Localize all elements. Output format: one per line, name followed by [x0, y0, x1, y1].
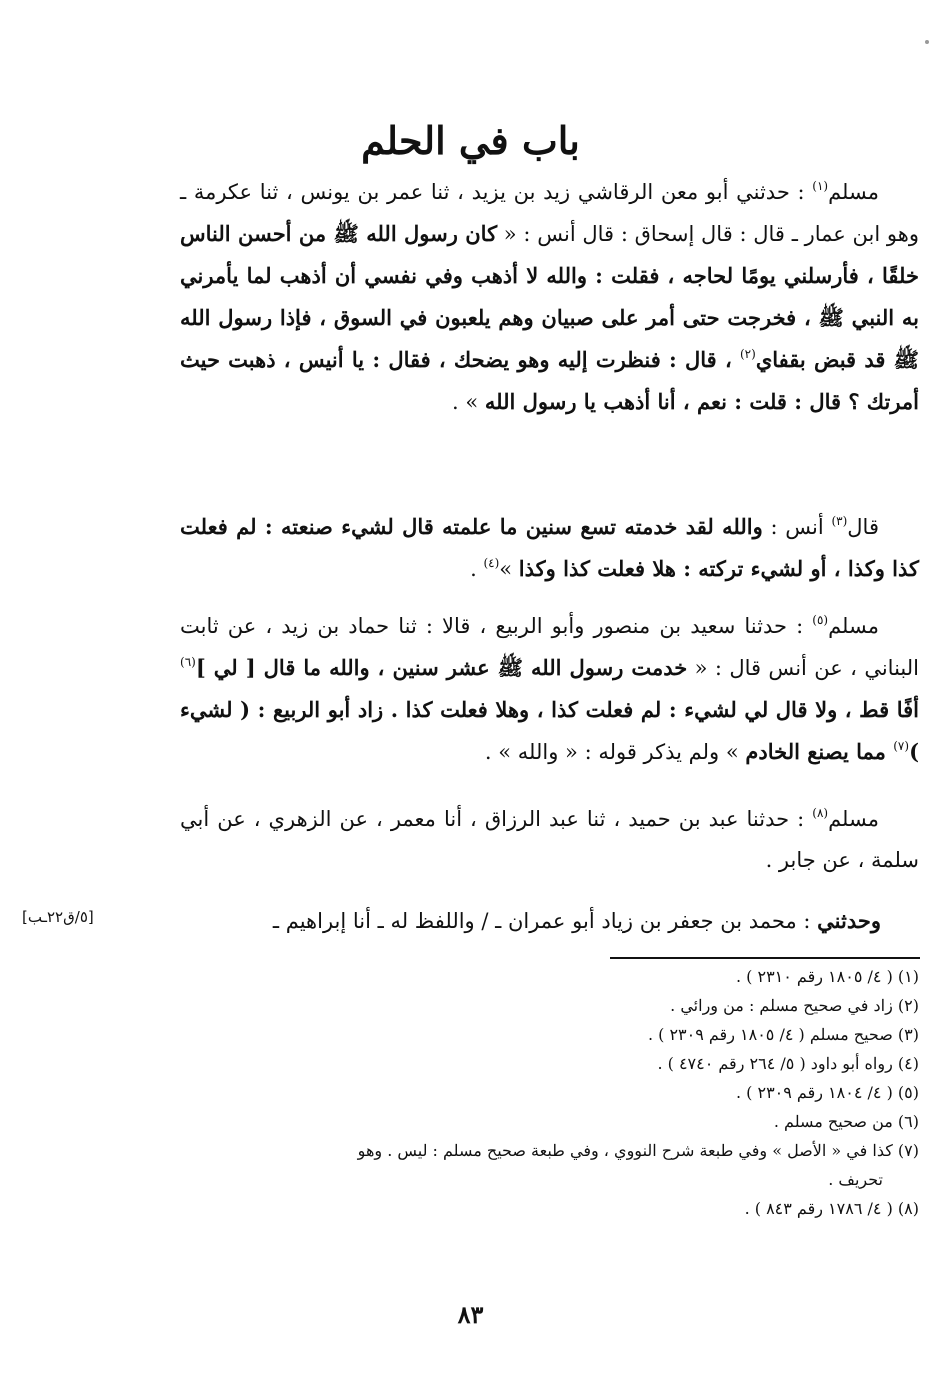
footnote-ref[interactable]: (٤): [483, 556, 500, 570]
matn-text: ، قال : فنظرت إليه وهو يضحك ، فقال : يا أنيس ، ذهبت حيث أمرتك ؟ قال : قلت : نعم ، أنا أذهب يا رسول الله: [180, 347, 919, 414]
narrator-label: وحدثني: [817, 908, 881, 933]
manuscript-folio-note: [٥/ق٢٢ـب]: [22, 908, 94, 926]
footnote-ref[interactable]: (٢): [739, 347, 756, 361]
footnote-continuation: تحريف .: [828, 1170, 883, 1189]
hadith-paragraph-5: [180, 900, 881, 942]
matn-text: كان رسول الله ﷺ من أحسن الناس خلقًا ، فأرسلني يومًا لحاجه ، فقلت : والله لا أذهب وفي نفسي أن أذهب لما يأمرني به النبي ﷺ ، فخرجت حتى أمر على صبيان وهم يلعبون في السوق ، فإذا رسول الله ﷺ قد قبض بقفاي: [180, 221, 919, 372]
hadith-paragraph-3: [180, 606, 919, 773]
matn-text: والله لقد خدمته تسع سنين ما علمته قال لشيء صنعته : لم فعلت كذا وكذا ، أو لشيء تركته : هلا فعلت كذا وكذا: [180, 514, 919, 581]
footnote-ref[interactable]: (٣): [831, 514, 848, 528]
footnote-ref[interactable]: (٥): [812, 613, 829, 627]
scan-speck: [925, 40, 929, 44]
isnad-text: : محمد بن جعفر بن زياد أبو عمران ـ / واللفظ له ـ أنا إبراهيم ـ: [272, 909, 818, 933]
footnote-divider: [610, 957, 920, 959]
footnotes: [180, 962, 919, 1223]
footnote-item: (٦) من صحيح مسلم .: [773, 1112, 919, 1131]
narrator-label: مسلم: [828, 807, 879, 831]
isnad-text: أنس :: [762, 515, 832, 539]
footnote-item: (٣) صحيح مسلم ( ٤/ ١٨٠٥ رقم ٢٣٠٩ ) .: [647, 1025, 919, 1044]
matn-text: مما يصنع الخادم: [745, 739, 894, 764]
footnote-ref[interactable]: (٧): [893, 739, 910, 753]
hadith-paragraph-2: [180, 506, 919, 590]
matn-text: أفًا قط ، ولا قال لي لشيء : لم فعلت كذا ، وهلا فعلت كذا . زاد أبو الربيع : ( لشيء ): [180, 697, 919, 764]
chapter-title: باب في الحلم: [361, 118, 580, 163]
footnote-item: (٢) زاد في صحيح مسلم : من ورائي .: [670, 996, 919, 1015]
isnad-text: : حدثني أبو معن الرقاشي زيد بن يزيد ، ثنا عمر بن يونس ، ثنا عكرمة ـ وهو ابن عمار ـ قال : قال إسحاق : قال أنس : «: [180, 180, 919, 246]
matn-text: خدمت رسول الله ﷺ عشر سنين ، والله ما قال [ لي ]: [195, 655, 688, 680]
hadith-paragraph-1: [180, 172, 919, 423]
isnad-text: : حدثنا سعيد بن منصور وأبو الربيع ، قالا : ثنا حماد بن زيد ، عن ثابت البناني ، عن أنس قال : «: [180, 614, 919, 680]
footnote-item: (٨) ( ٤/ ١٧٨٦ رقم ٨٤٣ ) .: [744, 1199, 919, 1218]
hadith-paragraph-4: [180, 799, 919, 881]
isnad-text: : حدثنا عبد بن حميد ، ثنا عبد الرزاق ، أنا معمر ، عن الزهري ، عن أبي سلمة ، عن جابر .: [180, 807, 919, 872]
narrator-label: مسلم: [828, 180, 879, 204]
footnote-ref[interactable]: (٨): [812, 806, 829, 820]
page-number: ٨٣: [457, 1300, 484, 1329]
closing-quote: » .: [452, 390, 485, 414]
narrator-label: قال: [847, 515, 879, 539]
footnote-ref[interactable]: (٦): [180, 655, 196, 669]
footnote-ref[interactable]: (١): [812, 179, 829, 193]
closing-quote: »: [499, 557, 519, 581]
narrator-label: مسلم: [828, 614, 879, 638]
footnote-item: (٧) كذا في « الأصل » وفي طبعة شرح النووي ، وفي طبعة صحيح مسلم : ليس . وهو: [357, 1141, 919, 1160]
footnote-item: (٥) ( ٤/ ١٨٠٤ رقم ٢٣٠٩ ) .: [735, 1083, 919, 1102]
footnote-item: (٤) رواه أبو داود ( ٥/ ٢٦٤ رقم ٤٧٤٠ ) .: [657, 1054, 919, 1073]
period: .: [470, 557, 484, 581]
footnote-item: (١) ( ٤/ ١٨٠٥ رقم ٢٣١٠ ) .: [735, 967, 919, 986]
closing-text: » ولم يذكر قوله : « والله » .: [484, 740, 746, 764]
